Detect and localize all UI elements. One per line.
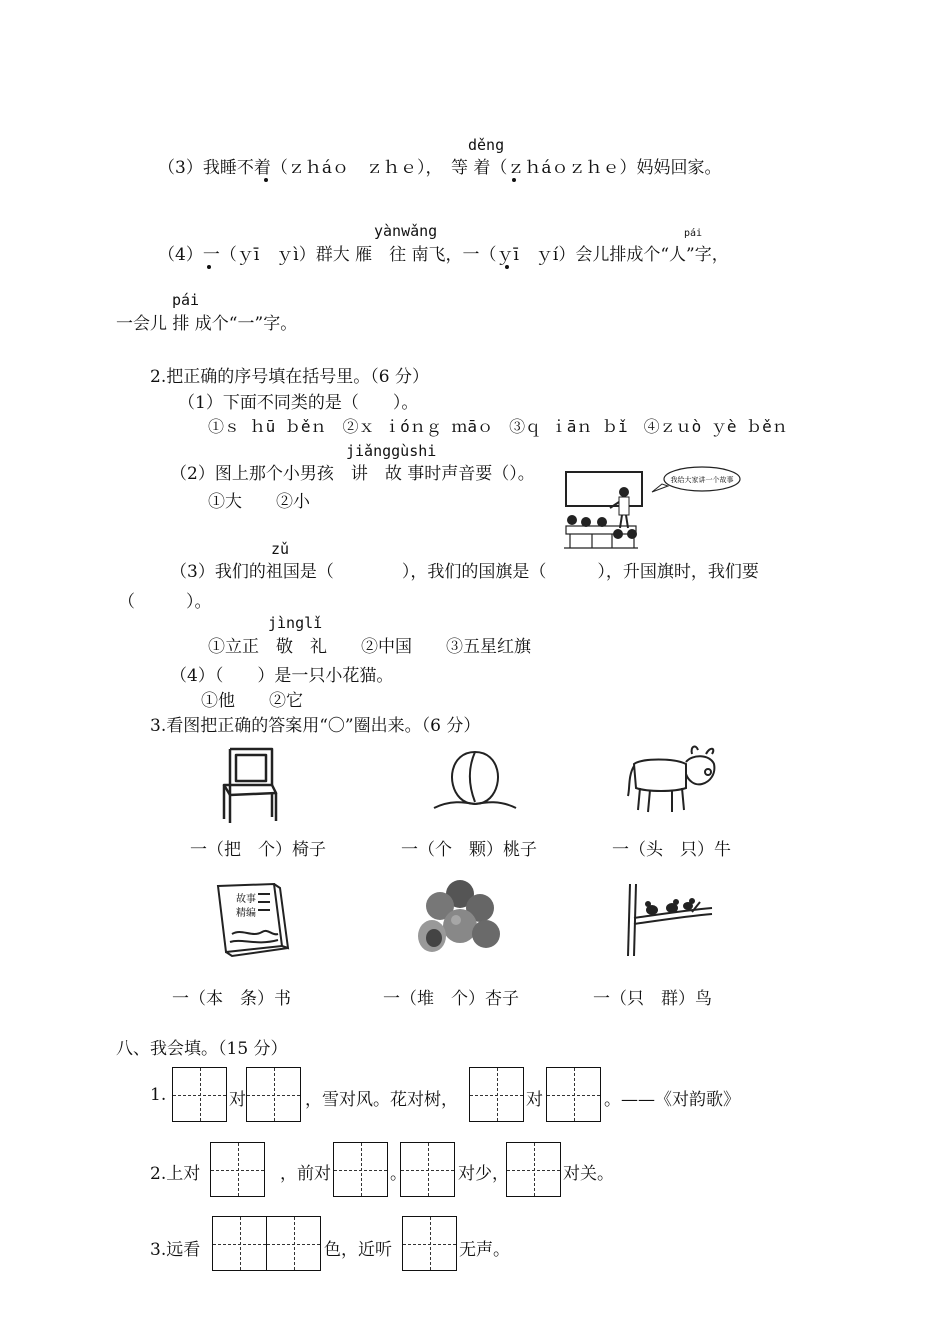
q2-sub3-question2: （ ）。 [118, 592, 212, 612]
q2-title: 2.把正确的序号填在括号里。（6 分） [150, 367, 429, 387]
pinyin-deng: děng [468, 136, 505, 154]
q2-sub1-question: （1）下面不同类的是（ ）。 [178, 393, 419, 413]
line1-text-c: 对 [526, 1090, 543, 1110]
line3-number: 3.远看 [150, 1240, 201, 1260]
tian-grid-box[interactable] [266, 1216, 321, 1271]
line1-number: 1. [150, 1085, 167, 1105]
line2-number: 2.上对 [150, 1164, 201, 1184]
tian-grid-box[interactable] [506, 1142, 561, 1197]
tian-grid-box[interactable] [210, 1142, 265, 1197]
tian-grid-box[interactable] [400, 1142, 455, 1197]
chair-picture [216, 745, 286, 825]
line1-text-d: 。——《对韵歌》 [604, 1090, 740, 1110]
q3-title: 3.看图把正确的答案用“〇”圈出来。（6 分） [150, 716, 481, 736]
peach-picture [430, 744, 520, 819]
line3-text-a: 色，近听 [324, 1240, 392, 1260]
q3-row1-item1: 一（把 个）椅子 [190, 840, 326, 860]
line2-text-c: 对少， [458, 1164, 509, 1184]
q2-sub1-options: ①ｓ ｈū ｂěｎ ②ｘ ｉóｎｇ ｍāｏ ③ｑ ｉāｎ ｂǐ ④ｚｕò ｙè ｂěｎ [208, 417, 788, 436]
line3-text-b: 无声。 [459, 1240, 510, 1260]
q3-row2-item3: 一（只 群）鸟 [593, 989, 712, 1009]
q2-sub2-question: （2）图上那个小男孩 讲 故 事时声音要（）。 [170, 464, 535, 484]
pinyin-jingli: jìnglǐ [268, 614, 323, 632]
pinyin-jianggushi: jiǎnggùshi [346, 442, 437, 460]
q1-item4-text: （4）一（ｙī ｙì）群大 雁 往 南飞，一（ｙī ｙí）会儿排成个“人”字， [158, 245, 729, 265]
pinyin-zu: zǔ [271, 540, 290, 558]
line2-text-d: 对关。 [563, 1164, 614, 1184]
speech-bubble-text: 我给大家讲一个故事 [670, 476, 734, 484]
book-cover-text-2: 精编 [236, 908, 256, 919]
book-picture [212, 880, 290, 960]
q2-sub4-options: ①他 ②它 [201, 691, 303, 711]
book-cover-text-1: 故事 [236, 894, 256, 905]
q2-sub4-question: （4）（ ）是一只小花猫。 [170, 666, 394, 686]
pinyin-yanwang: yànwǎng [374, 222, 438, 240]
tian-grid-box[interactable] [172, 1067, 227, 1122]
q2-sub3-options: ①立正 敬 礼 ②中国 ③五星红旗 [208, 637, 531, 657]
q3-row1-item2: 一（个 颗）桃子 [401, 840, 537, 860]
q3-row2-item2: 一（堆 个）杏子 [383, 989, 519, 1009]
tian-grid-box[interactable] [246, 1067, 301, 1122]
tian-grid-box[interactable] [546, 1067, 601, 1122]
line2-text-b: 。 [390, 1164, 407, 1184]
pinyin-pai-small: pái [684, 228, 703, 239]
storytelling-boy-picture [562, 462, 742, 552]
q3-row1-item3: 一（头 只）牛 [612, 840, 731, 860]
tian-grid-box[interactable] [469, 1067, 524, 1122]
cow-picture [624, 740, 719, 820]
line1-text-b: ，雪对风。花对树， [305, 1090, 458, 1110]
emphasis-dot [264, 178, 268, 182]
tian-grid-box[interactable] [212, 1216, 267, 1271]
emphasis-dot [505, 265, 509, 269]
pinyin-pai: pái [172, 291, 200, 309]
section8-title: 八、我会填。（15 分） [116, 1039, 288, 1059]
emphasis-dot [512, 178, 516, 182]
apricots-picture [416, 880, 504, 956]
tian-grid-box[interactable] [402, 1216, 457, 1271]
line1-text-a: 对 [229, 1090, 246, 1110]
tian-grid-box[interactable] [333, 1142, 388, 1197]
emphasis-dot [207, 265, 211, 269]
q3-row2-item1: 一（本 条）书 [172, 989, 291, 1009]
q2-sub3-question: （3）我们的祖国是（ ），我们的国旗是（ ），升国旗时，我们要 [170, 562, 759, 582]
line2-text-a: ，前对 [280, 1164, 331, 1184]
q2-sub2-options: ①大 ②小 [208, 492, 310, 512]
q1-item3-text: （3）我睡不着（ｚｈáｏ ｚｈｅ）， 等 着（ｚｈáｏｚｈｅ）妈妈回家。 [158, 158, 722, 178]
birds-picture [622, 884, 714, 956]
q1-item4-text2: 一会儿 排 成个“一”字。 [116, 314, 298, 334]
